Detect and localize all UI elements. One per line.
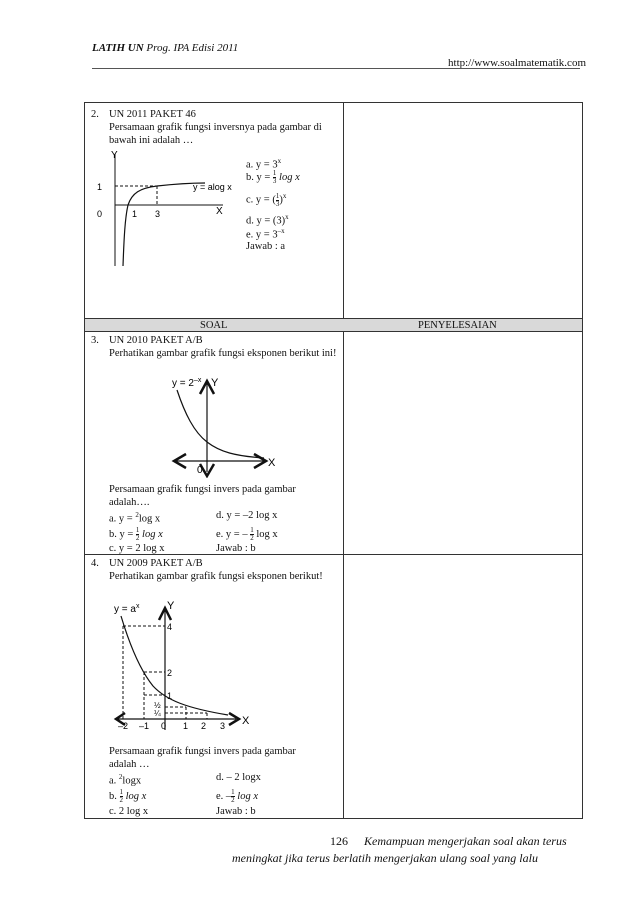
header-title [92,42,238,54]
q4-option-a: a. $^2$logx [109,773,142,787]
q3-option-a: a. y = $^2$log x [109,511,161,525]
q3-source: UN 2010 PAKET A/B [109,335,203,346]
q4-prompt: Persamaan grafik fungsi invers pada gambar adalah … [109,746,296,770]
q4-question: Perhatikan gambar grafik fungsi eksponen berikut! [109,571,323,582]
column-header-soal: SOAL [200,320,228,331]
header-title-rest: Prog. IPA Edisi 2011 [146,42,239,54]
row-divider-2 [84,331,583,332]
q2-question: Persamaan grafik fungsi inversnya pada gambar di bawah ini adalah … [109,122,322,146]
q3-number: 3. [91,335,99,346]
q3-x-axis-label: X [268,457,276,469]
q4-x-tick-neg1: –1 [139,721,150,731]
q2-option-b: b. y = $\frac{1}{3}$ log x [246,169,300,185]
q2-source: UN 2011 PAKET 46 [109,109,196,120]
q2-option-e: e. $y = 3^{-x}$ [246,227,285,241]
q3-option-c: c. y = 2 log x [109,543,165,554]
q4-y-axis-label: Y [167,600,175,612]
q3-curve-label: $y = 2^{-x}$ [172,377,202,389]
q4-curve-label: $y = a^x$ [114,603,140,615]
q4-answer: Jawab : b [216,806,256,817]
q3-option-e: e. y = – $\frac{1}{2}$ log x [216,526,278,542]
q3-answer: Jawab : b [216,543,256,554]
table-header-band [85,319,582,331]
q2-x-axis-label: X [216,206,223,217]
q4-option-c: c. 2 log x [109,806,149,817]
q2-graph [95,148,245,270]
page-number: 126 [330,834,348,848]
q4-option-b: b. $\frac{1}{2}$ log x [109,788,147,804]
q4-exp-curve [121,616,228,715]
q3-option-d: d. y = –2 log x [216,510,278,521]
q3-exp-curve [177,390,264,458]
table-border-left [84,102,85,819]
q2-y-axis-label: Y [111,150,118,161]
q4-x-tick-3: 3 [220,721,226,731]
q4-x-axis-label: X [242,715,250,727]
q2-tick-1: 1 [132,209,138,219]
q3-graph [150,372,300,478]
q2-option-c: c. y = ( $\frac{1}{3}$ )$^x$ [246,191,287,208]
q2-option-a: a. $y = 3^x$ [246,157,282,171]
q4-y-tick-2: 2 [167,668,173,678]
header-divider [92,68,580,69]
table-border-top [84,102,583,103]
q2-tick-3: 3 [155,209,161,219]
q4-graph [108,598,258,734]
q3-y-axis-label: Y [211,377,219,389]
table-border-right [582,102,583,819]
q2-answer: Jawab : a [246,241,286,252]
footer-line-2: meningkat jika terus berlatih mengerjakan ulang soal yang lalu [232,851,538,865]
q2-tick-0: 0 [97,209,103,219]
q4-option-d: d. – 2 logx [216,772,261,783]
q3-origin-label: 0 [197,465,203,476]
table-border-bottom [84,818,583,819]
q2-curve-label: y = alog x [193,182,232,192]
q2-tick-y1: 1 [97,182,103,192]
q2-log-curve [123,183,205,266]
q3-question: Perhatikan gambar grafik fungsi eksponen berikut ini! [109,348,337,359]
q3-prompt: Persamaan grafik fungsi invers pada gambar adalah…. [109,484,296,508]
column-header-penyelesaian: PENYELESAIAN [418,320,497,331]
q4-y-tick-half: ½ [154,701,161,710]
q4-option-e: e. – $\frac{1}{2}$ log x [216,788,258,804]
q4-y-tick-1: 1 [167,691,173,701]
q4-number: 4. [91,558,99,569]
q4-y-tick-4: 4 [167,622,173,632]
q4-x-tick-2: 2 [201,721,207,731]
q4-y-tick-quarter: ¼ [154,709,161,718]
q2-option-d: d. $y = (3)^x$ [246,213,289,227]
q4-x-tick-0: 0 [161,721,167,731]
q4-x-tick-neg2: –2 [118,721,129,731]
q2-number: 2. [91,109,99,120]
q4-source: UN 2009 PAKET A/B [109,558,203,569]
footer-line-1: Kemampuan mengerjakan soal akan terus [364,834,567,848]
header-title-bold: LATIH UN [92,42,144,54]
q3-option-b: b. y = $\frac{1}{2}$ log x [109,526,163,542]
table-column-divider [343,102,344,819]
q4-x-tick-1: 1 [183,721,189,731]
header-url: http://www.soalmatematik.com [448,57,586,69]
